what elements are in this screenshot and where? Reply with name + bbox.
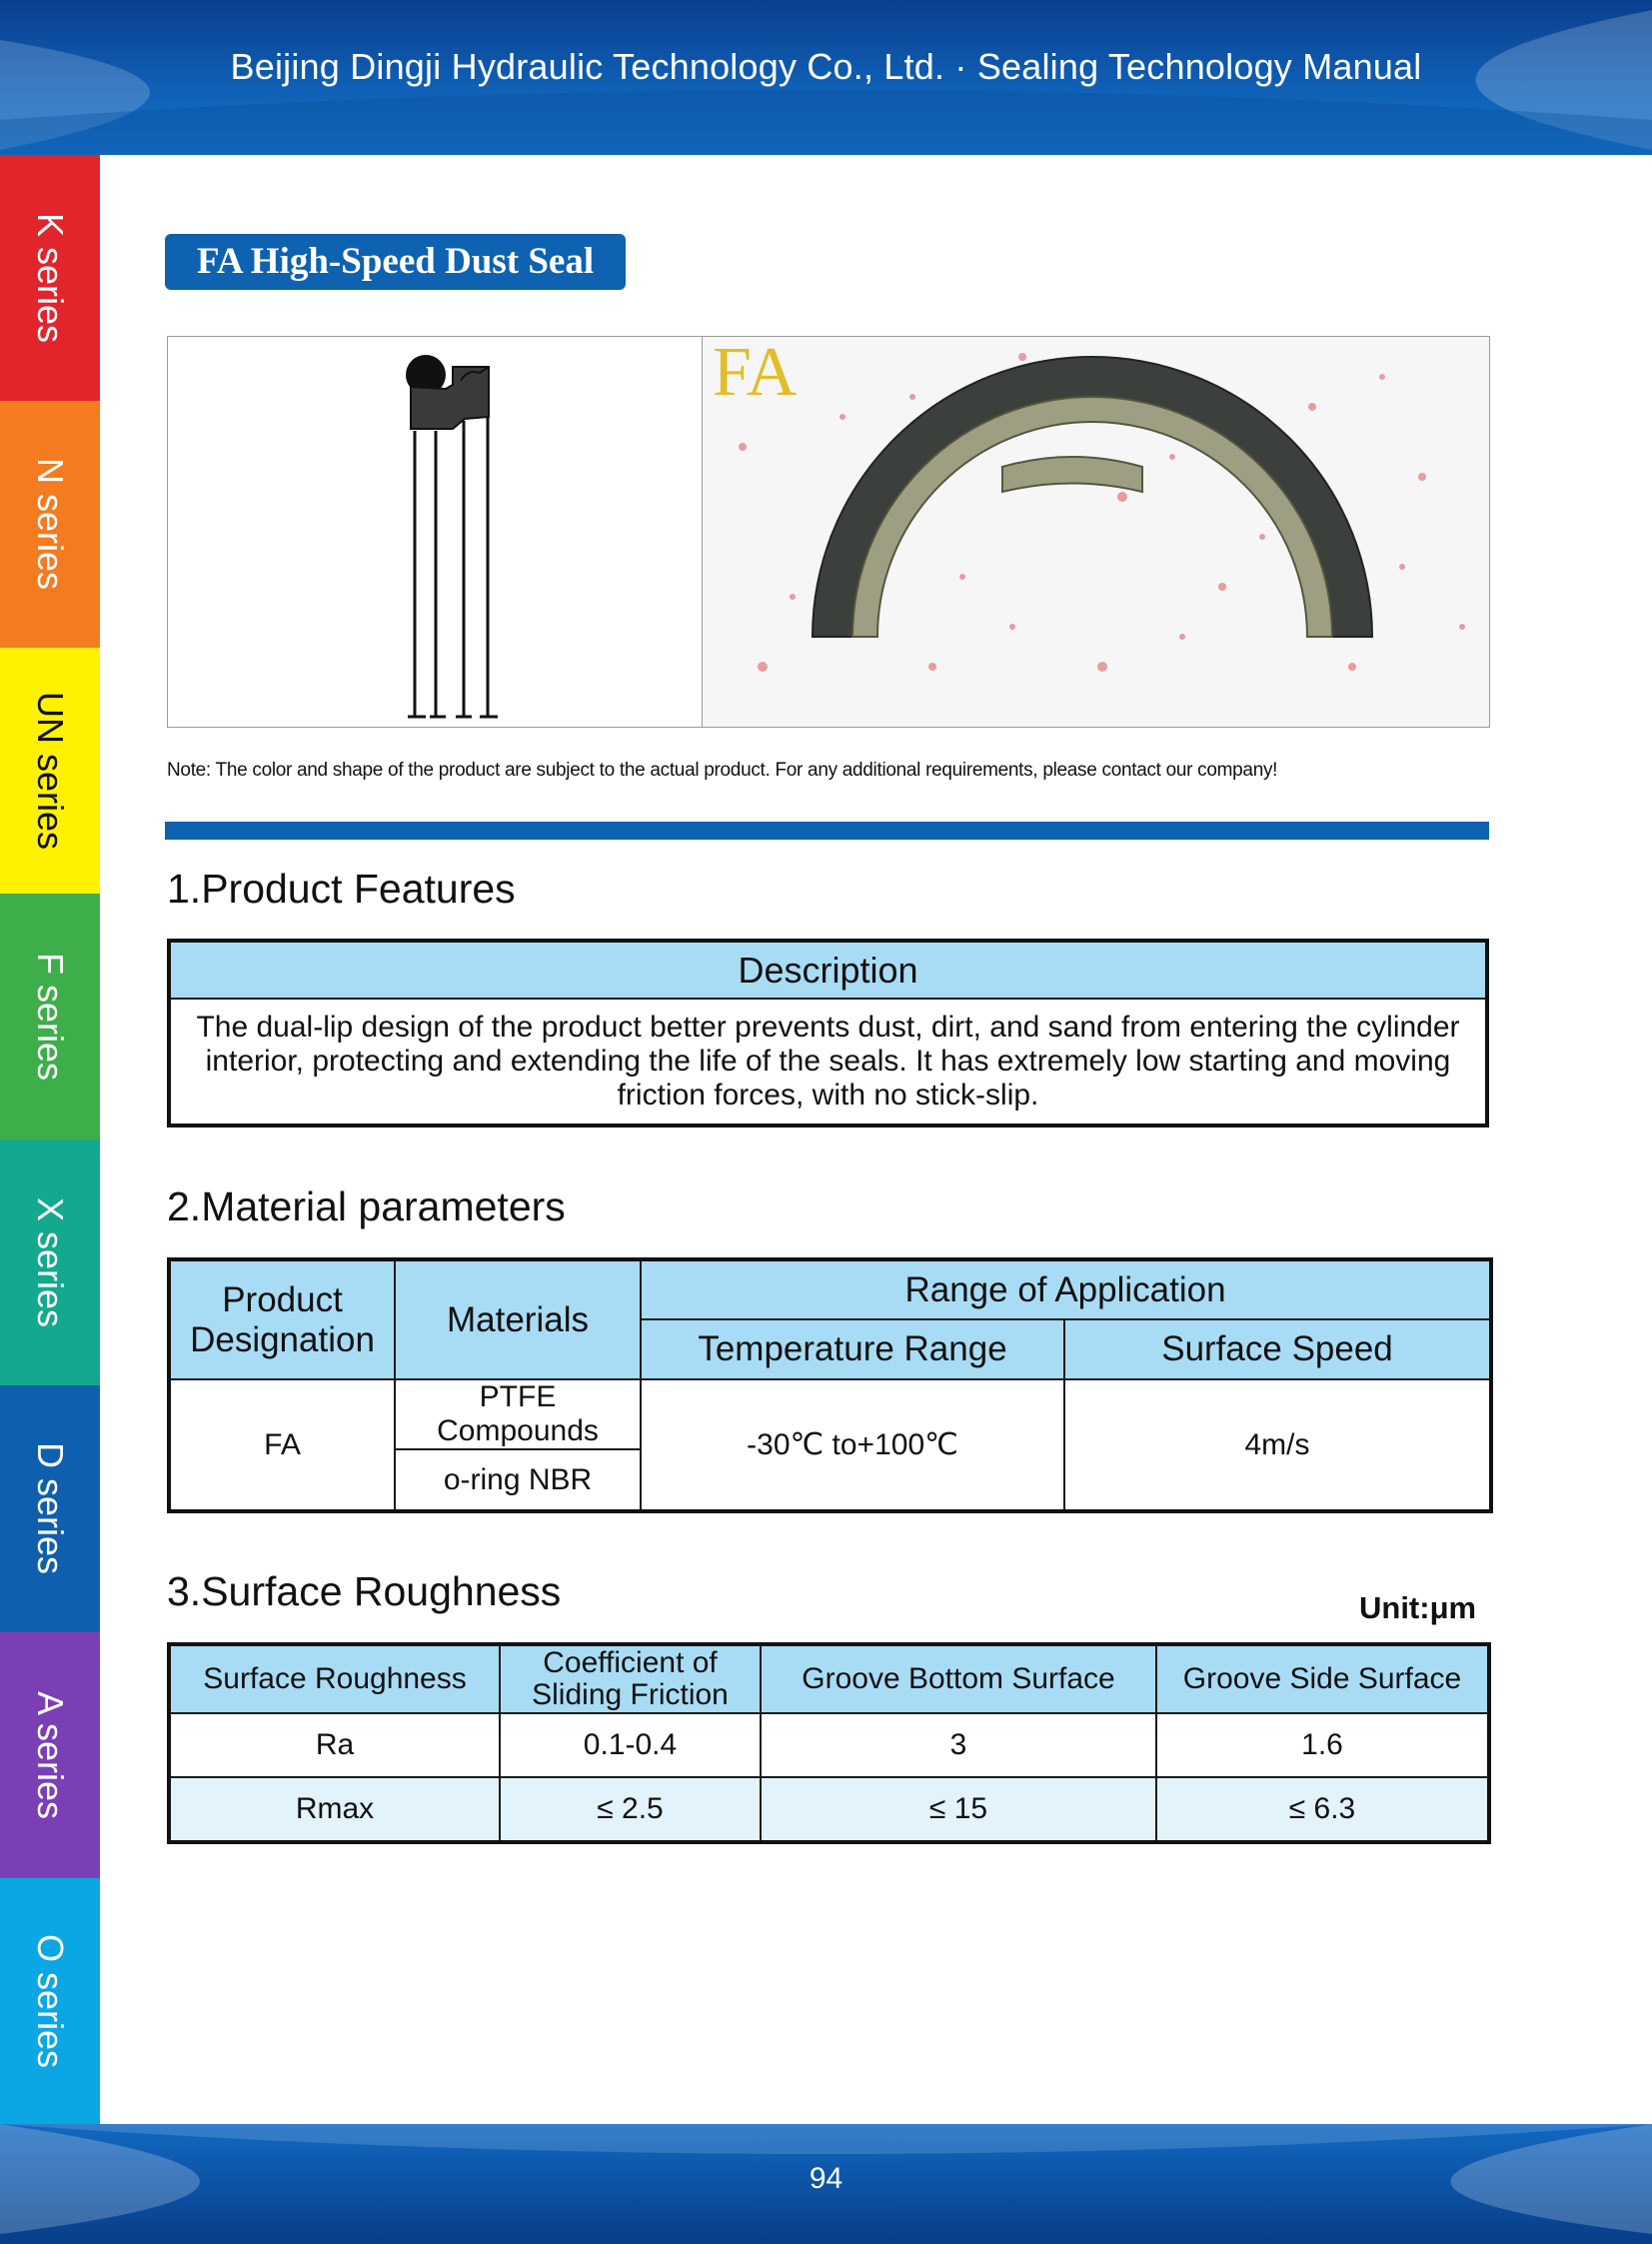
col-groove-side: Groove Side Surface [1156, 1644, 1489, 1713]
sidebar-tab-label: D series [30, 1442, 71, 1575]
product-figure [167, 336, 1490, 728]
features-table [167, 939, 1489, 1127]
col-surface-roughness: Surface Roughness [169, 1644, 500, 1713]
roughness-heading: 3.Surface Roughness [167, 1568, 562, 1614]
cell-temperature: -30℃ to+100℃ [641, 1379, 1064, 1511]
materials-table [167, 1257, 1493, 1513]
cell-material-ptfe: PTFE Compounds [395, 1379, 641, 1449]
cell-rmax-side: ≤ 6.3 [1156, 1777, 1489, 1842]
sidebar-tab-n[interactable] [0, 401, 100, 647]
product-photo [703, 337, 1489, 727]
sidebar-tab-label: UN series [30, 691, 71, 850]
seal-cross-section-drawing [168, 337, 703, 727]
table-row [169, 1713, 1489, 1777]
section-divider [165, 822, 1489, 840]
cell-designation: FA [169, 1379, 395, 1511]
features-description: The dual-lip design of the product better prevents dust, dirt, and sand from entering the cylinder interior, protecting and extending the life of the seals. It has extremely low starting and moving friction forces, with no stick-slip. [169, 999, 1487, 1125]
sidebar-tab-label: O series [30, 1933, 71, 2068]
sidebar-tab-x[interactable] [0, 1139, 100, 1385]
cell-rmax-label: Rmax [169, 1777, 500, 1842]
header-banner [0, 0, 1652, 155]
product-note: Note: The color and shape of the product are subject to the actual product. For any additional requirements, please contact our company! [167, 760, 1278, 781]
cell-ra-friction: 0.1-0.4 [500, 1713, 761, 1777]
sidebar-tab-label: N series [30, 458, 71, 591]
cross-section-svg [168, 337, 702, 727]
sidebar-tab-k[interactable] [0, 155, 100, 401]
sidebar-tab-f[interactable] [0, 894, 100, 1139]
table-row [169, 1777, 1489, 1842]
photo-label: FA [713, 337, 798, 411]
sidebar-tab-a[interactable] [0, 1632, 100, 1878]
header-title: Beijing Dingji Hydraulic Technology Co., Ltd. · Sealing Technology Manual [230, 46, 1422, 87]
col-sliding-friction: Coefficient of Sliding Friction [500, 1644, 761, 1713]
sidebar-tab-label: K series [30, 213, 71, 344]
cell-rmax-friction: ≤ 2.5 [500, 1777, 761, 1842]
col-range-of-application: Range of Application [641, 1259, 1491, 1319]
col-materials: Materials [395, 1259, 641, 1379]
sidebar-tab-un[interactable] [0, 648, 100, 894]
sidebar-tab-label: F series [30, 952, 71, 1081]
sidebar-tab-label: X series [30, 1197, 71, 1328]
roughness-unit: Unit:μm [1359, 1590, 1477, 1625]
cell-ra-label: Ra [169, 1713, 500, 1777]
cell-speed: 4m/s [1064, 1379, 1491, 1511]
page-number: 94 [809, 2162, 843, 2195]
col-temperature-range: Temperature Range [641, 1319, 1064, 1379]
sidebar-tab-d[interactable] [0, 1385, 100, 1631]
materials-heading: 2.Material parameters [167, 1183, 566, 1229]
series-sidebar [0, 155, 100, 2124]
col-surface-speed: Surface Speed [1064, 1319, 1491, 1379]
col-groove-bottom: Groove Bottom Surface [761, 1644, 1156, 1713]
cell-rmax-bottom: ≤ 15 [761, 1777, 1156, 1842]
features-heading: 1.Product Features [167, 866, 516, 912]
cell-ra-bottom: 3 [761, 1713, 1156, 1777]
cell-material-oring: o-ring NBR [395, 1449, 641, 1511]
seal-photo-svg [703, 337, 1489, 727]
cell-ra-side: 1.6 [1156, 1713, 1489, 1777]
col-designation: Product Designation [169, 1259, 395, 1379]
features-table-header: Description [169, 941, 1487, 999]
product-title-badge: FA High-Speed Dust Seal [165, 234, 626, 290]
roughness-table [167, 1642, 1491, 1844]
sidebar-tab-label: A series [30, 1690, 71, 1819]
sidebar-tab-o[interactable] [0, 1878, 100, 2124]
